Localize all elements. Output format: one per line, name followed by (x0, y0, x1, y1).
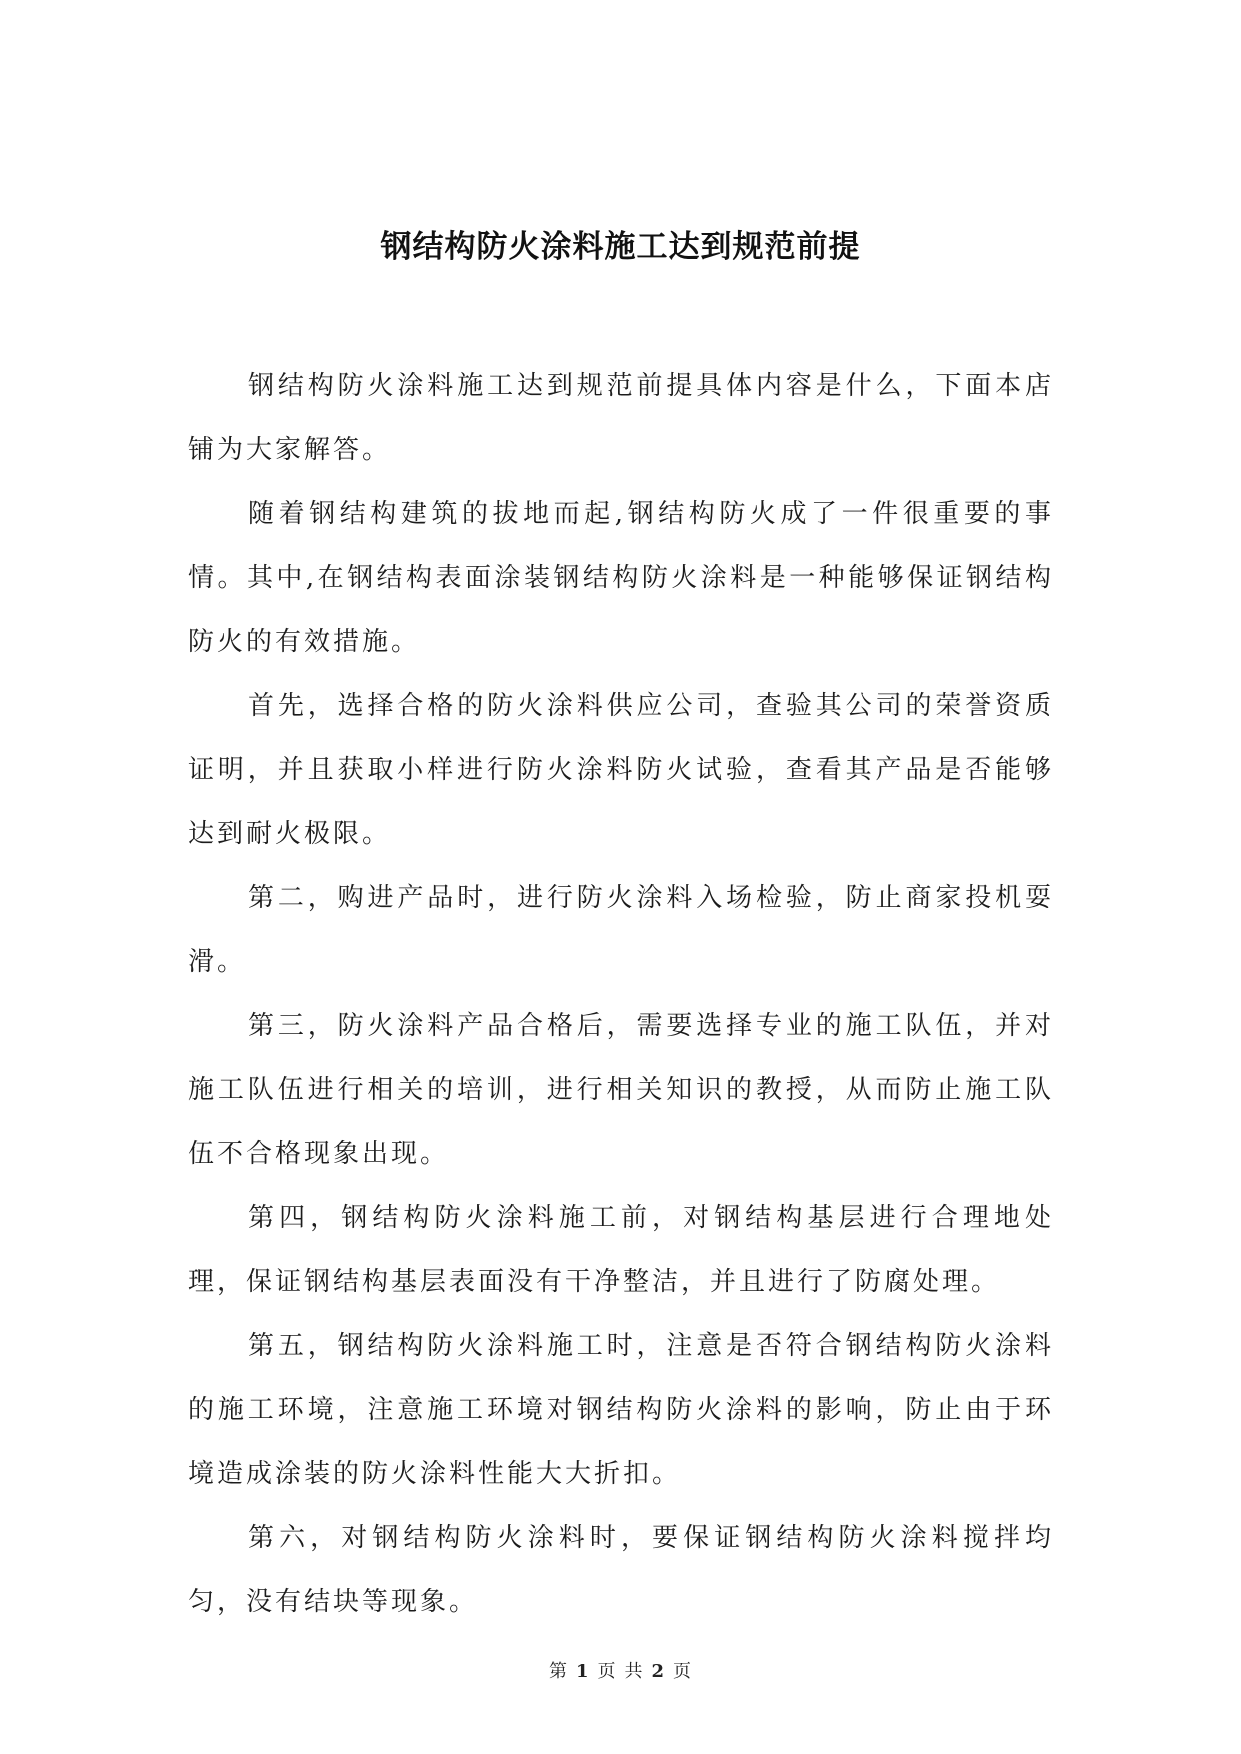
footer-total-pages: 2 (651, 1661, 666, 1682)
paragraph-sixth: 第六，对钢结构防火涂料时，要保证钢结构防火涂料搅拌均匀，没有结块等现象。 (188, 1523, 1054, 1617)
paragraph-third: 第三，防火涂料产品合格后，需要选择专业的施工队伍，并对施工队伍进行相关的培训，进行相关知识的教授，从而防止施工队伍不合格现象出现。 (188, 1011, 1054, 1169)
footer-total-word: 共 (624, 1661, 644, 1682)
document-body (188, 354, 1054, 1634)
paragraph-background: 随着钢结构建筑的拔地而起,钢结构防火成了一件很重要的事情。其中,在钢结构表面涂装钢结构防火涂料是一种能够保证钢结构防火的有效措施。 (188, 499, 1054, 657)
paragraph-second: 第二，购进产品时，进行防火涂料入场检验，防止商家投机耍滑。 (188, 883, 1054, 977)
footer-current-page: 1 (575, 1661, 590, 1682)
footer-prefix: 第 (548, 1661, 568, 1682)
paragraph-fifth: 第五，钢结构防火涂料施工时，注意是否符合钢结构防火涂料的施工环境，注意施工环境对钢结构防火涂料的影响，防止由于环境造成涂装的防火涂料性能大大折扣。 (188, 1331, 1054, 1489)
footer-suffix: 页 (673, 1661, 693, 1682)
page-footer (0, 1660, 1241, 1684)
paragraph-fourth: 第四，钢结构防火涂料施工前，对钢结构基层进行合理地处理，保证钢结构基层表面没有干净整洁，并且进行了防腐处理。 (188, 1203, 1054, 1297)
paragraph-first: 首先，选择合格的防火涂料供应公司，查验其公司的荣誉资质证明，并且获取小样进行防火涂料防火试验，查看其产品是否能够达到耐火极限。 (188, 691, 1054, 849)
footer-page-word: 页 (597, 1661, 617, 1682)
document-title: 钢结构防火涂料施工达到规范前提 (380, 229, 861, 265)
paragraph-intro: 钢结构防火涂料施工达到规范前提具体内容是什么，下面本店铺为大家解答。 (188, 371, 1054, 465)
